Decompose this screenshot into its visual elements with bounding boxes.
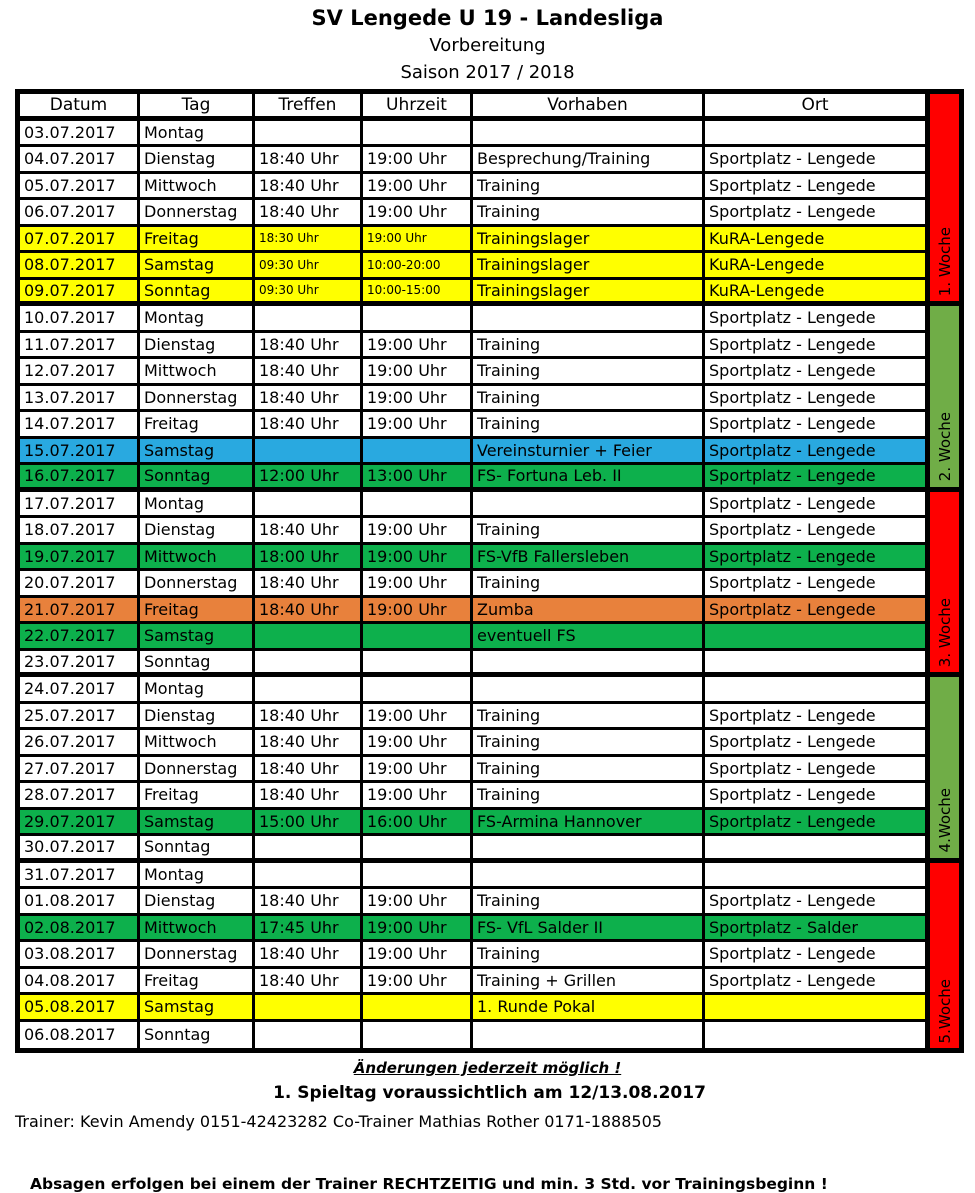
start-time-cell: 19:00 Uhr <box>363 942 473 969</box>
date-cell: 19.07.2017 <box>20 545 140 572</box>
location-cell: Sportplatz - Lengede <box>705 412 930 439</box>
day-cell: Freitag <box>140 412 255 439</box>
activity-cell: Trainingslager <box>473 227 705 254</box>
week-band-label: 5.Woche <box>935 978 954 1043</box>
start-time-cell <box>363 492 473 519</box>
date-cell: 03.08.2017 <box>20 942 140 969</box>
date-cell: 13.07.2017 <box>20 386 140 413</box>
cancellation-note: Absagen erfolgen bei einem der Trainer RECHTZEITIG und min. 3 Std. vor Trainingsbeginn ! <box>30 1175 828 1193</box>
activity-cell: Trainingslager <box>473 253 705 280</box>
start-time-cell: 19:00 Uhr <box>363 545 473 572</box>
date-cell: 08.07.2017 <box>20 253 140 280</box>
title-block <box>0 0 975 86</box>
activity-cell: Training <box>473 757 705 784</box>
date-cell: 07.07.2017 <box>20 227 140 254</box>
date-cell: 09.07.2017 <box>20 280 140 307</box>
date-cell: 23.07.2017 <box>20 651 140 678</box>
activity-cell: Training <box>473 174 705 201</box>
day-cell: Dienstag <box>140 518 255 545</box>
day-cell: Dienstag <box>140 704 255 731</box>
location-cell: KuRA-Lengede <box>705 280 930 307</box>
activity-cell: Trainingslager <box>473 280 705 307</box>
day-cell: Samstag <box>140 810 255 837</box>
activity-cell <box>473 306 705 333</box>
start-time-cell <box>363 836 473 863</box>
day-cell: Donnerstag <box>140 571 255 598</box>
start-time-cell: 19:00 Uhr <box>363 412 473 439</box>
start-time-cell: 19:00 Uhr <box>363 518 473 545</box>
day-cell: Donnerstag <box>140 200 255 227</box>
activity-cell: Training <box>473 386 705 413</box>
location-cell <box>705 995 930 1022</box>
date-cell: 27.07.2017 <box>20 757 140 784</box>
meeting-time-cell: 18:40 Uhr <box>255 518 363 545</box>
header-cell-uhrzeit: Uhrzeit <box>363 94 473 121</box>
date-cell: 24.07.2017 <box>20 677 140 704</box>
meeting-time-cell: 18:40 Uhr <box>255 333 363 360</box>
day-cell: Sonntag <box>140 836 255 863</box>
date-cell: 26.07.2017 <box>20 730 140 757</box>
page-subtitle-1: Vorbereitung <box>429 35 546 56</box>
page-subtitle-2: Saison 2017 / 2018 <box>400 62 575 83</box>
day-cell: Sonntag <box>140 1022 255 1049</box>
week-band <box>930 94 959 306</box>
location-cell: KuRA-Lengede <box>705 227 930 254</box>
day-cell: Donnerstag <box>140 942 255 969</box>
activity-cell <box>473 863 705 890</box>
meeting-time-cell: 18:40 Uhr <box>255 359 363 386</box>
start-time-cell: 16:00 Uhr <box>363 810 473 837</box>
date-cell: 15.07.2017 <box>20 439 140 466</box>
week-band-label: 3. Woche <box>935 597 954 667</box>
meeting-time-cell: 18:40 Uhr <box>255 412 363 439</box>
day-cell: Mittwoch <box>140 174 255 201</box>
activity-cell <box>473 121 705 148</box>
location-cell <box>705 1022 930 1049</box>
day-cell: Mittwoch <box>140 359 255 386</box>
location-cell: Sportplatz - Lengede <box>705 783 930 810</box>
day-cell: Freitag <box>140 783 255 810</box>
date-cell: 11.07.2017 <box>20 333 140 360</box>
location-cell: Sportplatz - Lengede <box>705 492 930 519</box>
start-time-cell <box>363 863 473 890</box>
day-cell: Mittwoch <box>140 916 255 943</box>
location-cell: Sportplatz - Lengede <box>705 810 930 837</box>
date-cell: 12.07.2017 <box>20 359 140 386</box>
start-time-cell: 19:00 Uhr <box>363 730 473 757</box>
activity-cell: Training <box>473 412 705 439</box>
start-time-cell <box>363 306 473 333</box>
location-cell: Sportplatz - Salder <box>705 916 930 943</box>
activity-cell: Training <box>473 730 705 757</box>
meeting-time-cell <box>255 651 363 678</box>
meeting-time-cell: 09:30 Uhr <box>255 280 363 307</box>
start-time-cell: 19:00 Uhr <box>363 783 473 810</box>
start-time-cell: 19:00 Uhr <box>363 916 473 943</box>
start-time-cell: 10:00-15:00 <box>363 280 473 307</box>
meeting-time-cell: 18:40 Uhr <box>255 704 363 731</box>
date-cell: 22.07.2017 <box>20 624 140 651</box>
meeting-time-cell: 18:40 Uhr <box>255 889 363 916</box>
activity-cell: Zumba <box>473 598 705 625</box>
meeting-time-cell: 18:40 Uhr <box>255 147 363 174</box>
location-cell: Sportplatz - Lengede <box>705 757 930 784</box>
date-cell: 31.07.2017 <box>20 863 140 890</box>
location-cell: Sportplatz - Lengede <box>705 704 930 731</box>
day-cell: Montag <box>140 306 255 333</box>
date-cell: 18.07.2017 <box>20 518 140 545</box>
activity-cell: Training + Grillen <box>473 969 705 996</box>
meeting-time-cell: 18:30 Uhr <box>255 227 363 254</box>
meeting-time-cell <box>255 492 363 519</box>
location-cell: Sportplatz - Lengede <box>705 969 930 996</box>
day-cell: Freitag <box>140 227 255 254</box>
location-cell: Sportplatz - Lengede <box>705 147 930 174</box>
header-cell-treffen: Treffen <box>255 94 363 121</box>
start-time-cell: 19:00 Uhr <box>363 598 473 625</box>
meeting-time-cell: 18:40 Uhr <box>255 942 363 969</box>
start-time-cell <box>363 995 473 1022</box>
location-cell: Sportplatz - Lengede <box>705 359 930 386</box>
start-time-cell <box>363 121 473 148</box>
activity-cell: FS- Fortuna Leb. II <box>473 465 705 492</box>
start-time-cell <box>363 651 473 678</box>
date-cell: 21.07.2017 <box>20 598 140 625</box>
meeting-time-cell: 12:00 Uhr <box>255 465 363 492</box>
day-cell: Dienstag <box>140 147 255 174</box>
location-cell <box>705 863 930 890</box>
activity-cell: 1. Runde Pokal <box>473 995 705 1022</box>
meeting-time-cell: 18:40 Uhr <box>255 783 363 810</box>
activity-cell <box>473 677 705 704</box>
day-cell: Mittwoch <box>140 730 255 757</box>
location-cell: Sportplatz - Lengede <box>705 174 930 201</box>
date-cell: 30.07.2017 <box>20 836 140 863</box>
meeting-time-cell <box>255 863 363 890</box>
activity-cell: Training <box>473 571 705 598</box>
location-cell: Sportplatz - Lengede <box>705 465 930 492</box>
activity-cell: eventuell FS <box>473 624 705 651</box>
date-cell: 16.07.2017 <box>20 465 140 492</box>
meeting-time-cell <box>255 995 363 1022</box>
meeting-time-cell: 18:40 Uhr <box>255 598 363 625</box>
page-title: SV Lengede U 19 - Landesliga <box>311 6 664 30</box>
date-cell: 20.07.2017 <box>20 571 140 598</box>
day-cell: Samstag <box>140 253 255 280</box>
trainer-contacts: Trainer: Kevin Amendy 0151-42423282 Co-Trainer Mathias Rother 0171-1888505 <box>15 1112 662 1131</box>
week-band <box>930 677 959 863</box>
week-band <box>930 863 959 1049</box>
start-time-cell: 19:00 Uhr <box>363 359 473 386</box>
day-cell: Montag <box>140 863 255 890</box>
activity-cell: FS-VfB Fallersleben <box>473 545 705 572</box>
location-cell <box>705 651 930 678</box>
date-cell: 17.07.2017 <box>20 492 140 519</box>
day-cell: Donnerstag <box>140 757 255 784</box>
start-time-cell <box>363 677 473 704</box>
meeting-time-cell: 09:30 Uhr <box>255 253 363 280</box>
start-time-cell: 19:00 Uhr <box>363 174 473 201</box>
start-time-cell: 19:00 Uhr <box>363 200 473 227</box>
date-cell: 05.07.2017 <box>20 174 140 201</box>
location-cell: Sportplatz - Lengede <box>705 942 930 969</box>
day-cell: Mittwoch <box>140 545 255 572</box>
activity-cell <box>473 836 705 863</box>
date-cell: 06.07.2017 <box>20 200 140 227</box>
location-cell: KuRA-Lengede <box>705 253 930 280</box>
start-time-cell <box>363 1022 473 1049</box>
week-band-label: 2. Woche <box>935 412 954 482</box>
start-time-cell: 19:00 Uhr <box>363 571 473 598</box>
date-cell: 05.08.2017 <box>20 995 140 1022</box>
activity-cell <box>473 492 705 519</box>
activity-cell: Training <box>473 942 705 969</box>
location-cell: Sportplatz - Lengede <box>705 439 930 466</box>
meeting-time-cell: 18:40 Uhr <box>255 969 363 996</box>
start-time-cell: 19:00 Uhr <box>363 969 473 996</box>
meeting-time-cell: 18:40 Uhr <box>255 730 363 757</box>
activity-cell: Besprechung/Training <box>473 147 705 174</box>
activity-cell: Training <box>473 333 705 360</box>
date-cell: 28.07.2017 <box>20 783 140 810</box>
start-time-cell: 19:00 Uhr <box>363 704 473 731</box>
schedule-table <box>15 89 964 1053</box>
matchday-banner: 1. Spieltag voraussichtlich am 12/13.08.2017 <box>273 1083 706 1103</box>
meeting-time-cell <box>255 306 363 333</box>
change-note: Änderungen jederzeit möglich ! <box>353 1059 622 1077</box>
week-band-label: 1. Woche <box>935 226 954 296</box>
start-time-cell <box>363 624 473 651</box>
activity-cell: FS-Armina Hannover <box>473 810 705 837</box>
meeting-time-cell: 18:40 Uhr <box>255 386 363 413</box>
activity-cell: Training <box>473 704 705 731</box>
meeting-time-cell <box>255 1022 363 1049</box>
header-cell-ort: Ort <box>705 94 930 121</box>
header-cell-datum: Datum <box>20 94 140 121</box>
start-time-cell: 13:00 Uhr <box>363 465 473 492</box>
date-cell: 03.07.2017 <box>20 121 140 148</box>
day-cell: Samstag <box>140 624 255 651</box>
day-cell: Montag <box>140 492 255 519</box>
day-cell: Freitag <box>140 969 255 996</box>
activity-cell: Training <box>473 359 705 386</box>
day-cell: Freitag <box>140 598 255 625</box>
activity-cell: Training <box>473 783 705 810</box>
location-cell: Sportplatz - Lengede <box>705 571 930 598</box>
start-time-cell: 19:00 Uhr <box>363 227 473 254</box>
location-cell: Sportplatz - Lengede <box>705 518 930 545</box>
activity-cell <box>473 651 705 678</box>
location-cell <box>705 677 930 704</box>
location-cell <box>705 121 930 148</box>
date-cell: 02.08.2017 <box>20 916 140 943</box>
activity-cell <box>473 1022 705 1049</box>
location-cell: Sportplatz - Lengede <box>705 386 930 413</box>
start-time-cell <box>363 439 473 466</box>
day-cell: Dienstag <box>140 333 255 360</box>
date-cell: 04.08.2017 <box>20 969 140 996</box>
meeting-time-cell: 18:40 Uhr <box>255 200 363 227</box>
day-cell: Sonntag <box>140 280 255 307</box>
header-cell-vorhaben: Vorhaben <box>473 94 705 121</box>
date-cell: 04.07.2017 <box>20 147 140 174</box>
location-cell: Sportplatz - Lengede <box>705 306 930 333</box>
start-time-cell: 19:00 Uhr <box>363 147 473 174</box>
week-band <box>930 306 959 492</box>
start-time-cell: 10:00-20:00 <box>363 253 473 280</box>
location-cell: Sportplatz - Lengede <box>705 545 930 572</box>
activity-cell: Training <box>473 518 705 545</box>
activity-cell: Training <box>473 200 705 227</box>
day-cell: Samstag <box>140 439 255 466</box>
day-cell: Sonntag <box>140 465 255 492</box>
week-band <box>930 492 959 678</box>
meeting-time-cell: 18:00 Uhr <box>255 545 363 572</box>
location-cell: Sportplatz - Lengede <box>705 598 930 625</box>
location-cell: Sportplatz - Lengede <box>705 333 930 360</box>
meeting-time-cell: 18:40 Uhr <box>255 571 363 598</box>
activity-cell: FS- VfL Salder II <box>473 916 705 943</box>
week-band-label: 4.Woche <box>935 788 954 853</box>
date-cell: 29.07.2017 <box>20 810 140 837</box>
start-time-cell: 19:00 Uhr <box>363 333 473 360</box>
activity-cell: Training <box>473 889 705 916</box>
date-cell: 01.08.2017 <box>20 889 140 916</box>
date-cell: 10.07.2017 <box>20 306 140 333</box>
meeting-time-cell: 15:00 Uhr <box>255 810 363 837</box>
meeting-time-cell <box>255 836 363 863</box>
meeting-time-cell: 18:40 Uhr <box>255 174 363 201</box>
location-cell: Sportplatz - Lengede <box>705 889 930 916</box>
meeting-time-cell <box>255 439 363 466</box>
start-time-cell: 19:00 Uhr <box>363 889 473 916</box>
meeting-time-cell <box>255 677 363 704</box>
activity-cell: Vereinsturnier + Feier <box>473 439 705 466</box>
date-cell: 06.08.2017 <box>20 1022 140 1049</box>
day-cell: Dienstag <box>140 889 255 916</box>
header-cell-tag: Tag <box>140 94 255 121</box>
day-cell: Donnerstag <box>140 386 255 413</box>
meeting-time-cell: 17:45 Uhr <box>255 916 363 943</box>
location-cell: Sportplatz - Lengede <box>705 730 930 757</box>
location-cell: Sportplatz - Lengede <box>705 200 930 227</box>
date-cell: 14.07.2017 <box>20 412 140 439</box>
start-time-cell: 19:00 Uhr <box>363 757 473 784</box>
location-cell <box>705 836 930 863</box>
day-cell: Sonntag <box>140 651 255 678</box>
location-cell <box>705 624 930 651</box>
meeting-time-cell: 18:40 Uhr <box>255 757 363 784</box>
start-time-cell: 19:00 Uhr <box>363 386 473 413</box>
meeting-time-cell <box>255 121 363 148</box>
day-cell: Samstag <box>140 995 255 1022</box>
day-cell: Montag <box>140 121 255 148</box>
meeting-time-cell <box>255 624 363 651</box>
date-cell: 25.07.2017 <box>20 704 140 731</box>
day-cell: Montag <box>140 677 255 704</box>
